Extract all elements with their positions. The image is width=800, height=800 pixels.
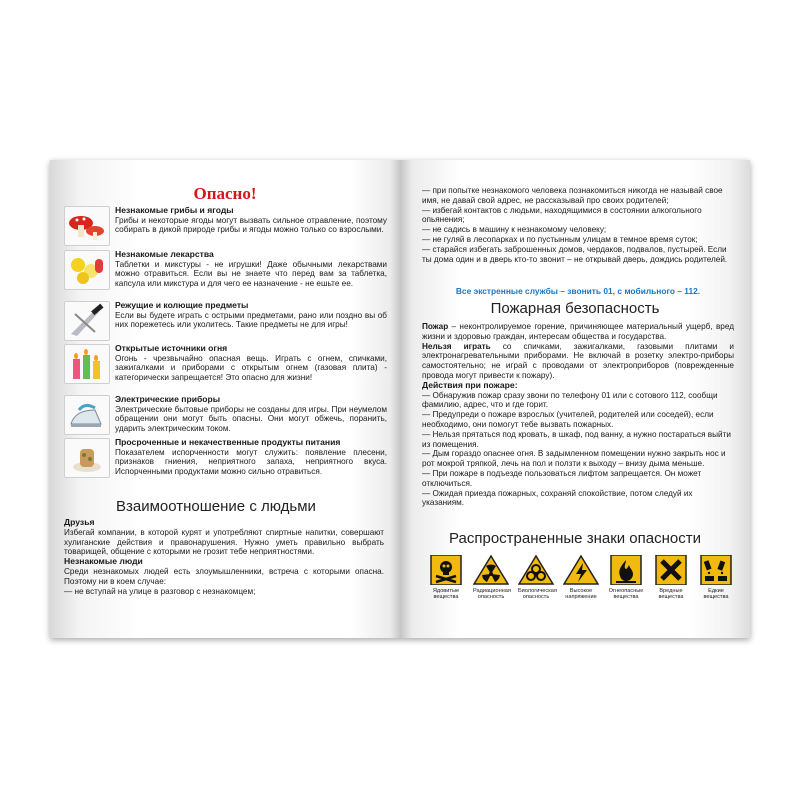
- sign-toxic: [428, 555, 464, 601]
- list-item: — не гуляй в лесопарках и по пустынным улицам в темное время суток;: [422, 234, 698, 244]
- fire-safety-section: [422, 322, 734, 508]
- sign-radiation: [473, 555, 509, 601]
- item-text: Огонь - чрезвычайно опасная вещь. Играть с огнем, спичками, зажигалками и приборами с открытым огнем (газовая плита) - категорически запрещается! Это опасно для жизни!: [115, 353, 387, 382]
- hazard-item-food: [64, 437, 387, 488]
- strangers-rule: — не вступай на улице в разговор с незнакомцем;: [64, 586, 256, 596]
- noplay-term: Нельзя играть: [422, 341, 491, 351]
- noplay-text: со спичками, зажигалками, газовыми плитами и электронагревательными приборами. Не включай в розетку электро-приборы самостоятельно; не играй с проводами от электроприборов (поврежденные провода могут привести к пожару).: [422, 341, 734, 380]
- item-heading: Открытые источники огня: [115, 343, 228, 353]
- friends-text: Избегай компании, в которой курят и употребляют спиртные напитки, совершают хулиганские действия и правонарушения. Нужно уметь правильно выбрать товарищей, общение с которыми не грозит тебе неприятностями.: [64, 527, 384, 557]
- hazard-item-electric: [64, 394, 387, 437]
- list-item: — избегай контактов с людьми, находящимися в состоянии алкогольного опьянения;: [422, 205, 702, 225]
- right-page: [400, 160, 750, 638]
- sign-corrosive: [698, 555, 734, 601]
- sign-label: Едкие вещества: [703, 588, 729, 601]
- item-text: Если вы будете играть с острыми предметами, рано или поздно вы об них порежетесь или уколитесь. Такие предметы не для игры!: [115, 310, 387, 330]
- fire-definition: – неконтролируемое горение, причиняющее материальный ущерб, вред жизни и здоровью граждан, интересам общества и государства.: [422, 322, 734, 341]
- left-page: [50, 160, 400, 638]
- item-heading: Незнакомые лекарства: [115, 249, 214, 259]
- hazard-item-medicine: [64, 249, 387, 300]
- relations-title: Взаимоотношение с людьми: [116, 498, 316, 515]
- item-heading: Незнакомые грибы и ягоды: [115, 205, 234, 215]
- candles-icon: [64, 344, 110, 384]
- list-item: — При пожаре в подъезде пользоваться лифтом запрещается. Он может отключиться.: [422, 468, 702, 488]
- sign-high-voltage: [563, 555, 599, 601]
- fire-safety-title: Пожарная безопасность: [490, 300, 660, 317]
- cross-icon: [653, 555, 689, 585]
- signs-title: Распространенные знаки опасности: [449, 530, 701, 547]
- item-text: Электрические бытовые приборы не созданы для игры. При неумелом обращении они могут быть опасны. Они могут обжечь, поранить, ударить электрическим током.: [115, 404, 387, 433]
- danger-title: Опасно!: [193, 184, 257, 203]
- stranger-rules-list: [422, 186, 734, 264]
- list-item: — Дым гораздо опаснее огня. В задымленном помещении нужно закрыть нос и рот мокрой тряпкой, лечь на пол и ползти к выходу – внизу дыма меньше.: [422, 449, 726, 469]
- sign-harmful: [653, 555, 689, 601]
- hazard-item-sharp: [64, 300, 387, 343]
- food-icon: [64, 438, 110, 478]
- list-item: — Предупреди о пожаре взрослых (учителей, родителей или соседей), если необходимо, они помогут тебе вызвать пожарных.: [422, 410, 714, 429]
- sign-label: Ядовитые вещества: [432, 588, 460, 601]
- mushroom-icon: [64, 206, 110, 246]
- fire-term: Пожар: [422, 322, 449, 331]
- sign-label: Высокое напряжение: [565, 588, 597, 601]
- item-text: Таблетки и микстуры - не игрушки! Даже обычными лекарствами можно отравиться. Если вы не знаете что перед вам за таблетка, капсула или микстура и для чего ее назначение - не ешьте ее.: [115, 259, 387, 288]
- actions-heading: Действия при пожаре:: [422, 379, 518, 390]
- strangers-text: Среди незнакомых людей есть злоумышленники, встреча с которыми опасна. Поэтому ни в коем случае:: [64, 566, 384, 586]
- item-heading: Электрические приборы: [115, 394, 221, 404]
- hazard-item-fire: [64, 343, 387, 394]
- list-item: — Обнаружив пожар сразу звони по телефону 01 или с сотового 112, сообщи фамилию, адрес, что и где горит.: [422, 390, 718, 410]
- sign-biohazard: [518, 555, 557, 601]
- list-item: — старайся избегать заброшенных домов, чердаков, подвалов, пустырей. Если ты дома один и в дверь кто-то звонит – не открывай дверь, дождись родителей.: [422, 244, 728, 264]
- open-booklet: [50, 160, 750, 638]
- list-item: — Ожидая приезда пожарных, сохраняй спокойствие, потом следуй их указаниям.: [422, 488, 693, 508]
- item-text: Показателем испорченности могут служить: появление плесени, признаков гниения, неприятного запаха, неприятного вкуса. Испорченными продуктами можно сильно отравиться.: [115, 447, 387, 476]
- sign-label: Вредные вещества: [658, 588, 684, 601]
- item-heading: Просроченные и некачественные продукты питания: [115, 437, 341, 447]
- radiation-icon: [473, 555, 509, 585]
- high-voltage-icon: [563, 555, 599, 585]
- flame-icon: [608, 555, 644, 585]
- strangers-heading: Незнакомые люди: [64, 556, 143, 567]
- sign-label: Радиационная опасность: [473, 588, 511, 601]
- hazard-item-mushrooms: [64, 205, 387, 248]
- item-heading: Режущие и колющие предметы: [115, 300, 249, 310]
- sign-flammable: [608, 555, 644, 601]
- list-item: — при попытке незнакомого человека познакомиться никогда не называй свое имя, не давай свой адрес, не рассказывай про своих родителей;: [422, 186, 723, 205]
- skull-icon: [428, 555, 464, 585]
- sign-label: Огнеопасные вещества: [608, 588, 644, 601]
- list-item: — не садись в машину к незнакомому человеку;: [422, 225, 607, 235]
- emergency-numbers: Все экстренные службы – звонить 01, с мобильного – 112.: [455, 286, 701, 296]
- friends-heading: Друзья: [64, 517, 95, 527]
- corrosive-icon: [698, 555, 734, 585]
- item-text: Грибы и некоторые ягоды могут вызвать сильное отравление, поэтому собирать в дикой природе грибы и ягоды можно только со взрослыми.: [115, 215, 387, 235]
- sign-label: Биологическая опасность: [518, 588, 557, 601]
- biohazard-icon: [518, 555, 554, 585]
- friends-section: [64, 518, 384, 596]
- list-item: — Нельзя прятаться под кровать, в шкаф, под ванну, а нужно постараться выйти из помещения.: [422, 429, 731, 449]
- iron-icon: [64, 395, 110, 435]
- pills-icon: [64, 250, 110, 290]
- hazard-signs-row: [428, 555, 734, 615]
- knife-icon: [64, 301, 110, 341]
